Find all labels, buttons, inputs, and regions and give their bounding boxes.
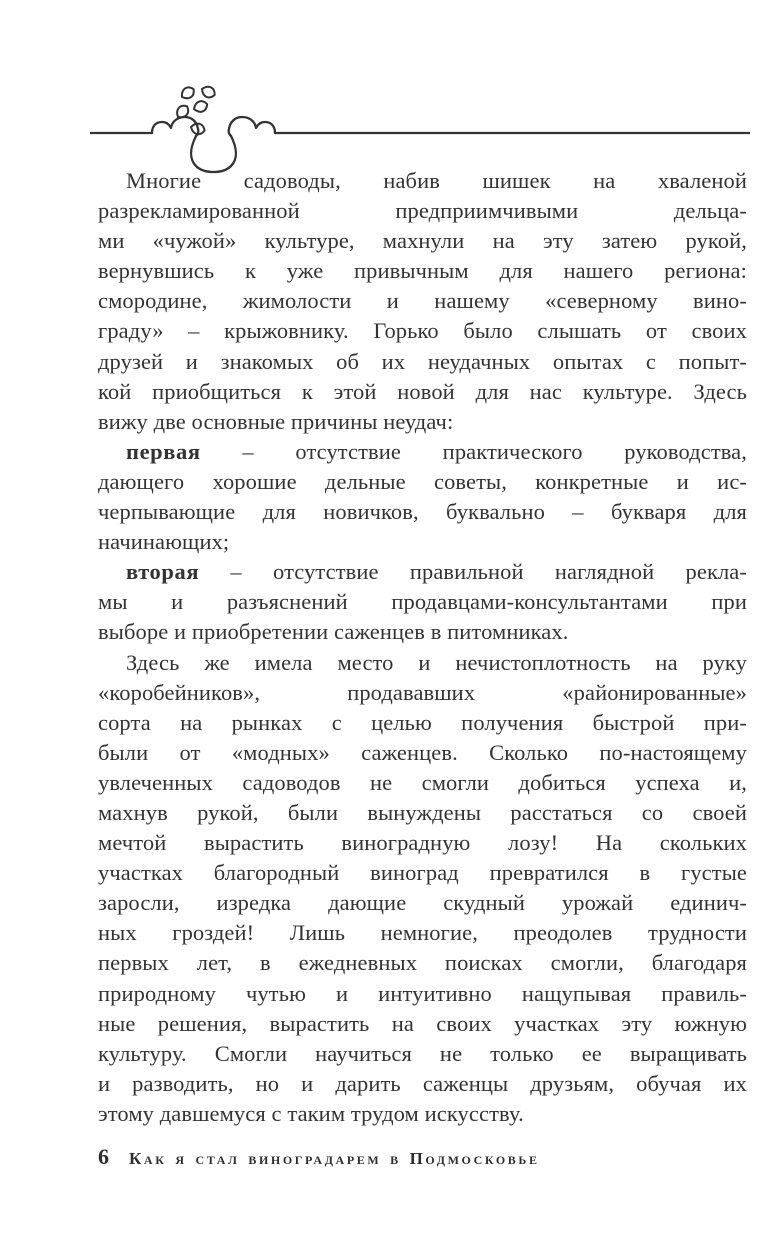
text-line: «коробейников», продававших «районированные» <box>98 679 747 705</box>
text-line: первая – отсутствие практического руководства, <box>126 438 747 464</box>
text-line: Здесь же имела место и нечистоплотность на руку <box>126 649 747 675</box>
text-line: участках благородный виноград превратился в густые <box>98 860 747 886</box>
text-line: кой приобщиться к этой новой для нас культуре. Здесь <box>98 378 747 404</box>
text-line: этому давшемуся с таким трудом искусству. <box>98 1100 524 1126</box>
text-line: смородине, жимолости и нашему «северному вино- <box>98 288 747 314</box>
text-line: граду» – крыжовнику. Горько было слышать от своих <box>98 318 747 344</box>
bold-lead-word: вторая <box>126 559 200 585</box>
text-line: были от «модных» саженцев. Сколько по-настоящему <box>98 739 747 765</box>
text-line: и разводить, но и дарить саженцы друзьям, обучая их <box>98 1070 747 1096</box>
running-title: Как я стал виноградарем в Подмосковье <box>129 1149 540 1168</box>
text-line: мы и разъяснений продавцами-консультантами при <box>98 589 747 615</box>
cup-with-falling-leaves-icon <box>90 85 750 177</box>
text-line: вторая – отсутствие правильной наглядной рекла- <box>126 559 747 585</box>
text-line: начинающих; <box>98 529 230 555</box>
text-line: черпывающие для новичков, буквально – букваря для <box>98 499 747 525</box>
text-line: мечтой вырастить виноградную лозу! На скольких <box>98 830 747 856</box>
text-line: Многие садоводы, набив шишек на хваленой <box>126 168 747 193</box>
text-line: сорта на рынках с целью получения быстрой при- <box>98 709 747 735</box>
text-line: культуру. Смогли научиться не только ее выращивать <box>98 1040 747 1066</box>
text-line: выборе и приобретении саженцев в питомниках. <box>98 619 569 645</box>
text-line: первых лет, в ежедневных поисках смогли, благодаря <box>98 950 747 976</box>
text-line: дающего хорошие дельные советы, конкретные и ис- <box>98 468 747 494</box>
text-line: разрекламированной предприимчивыми дельца- <box>98 198 747 224</box>
text-line: ные решения, вырастить на своих участках эту южную <box>98 1010 747 1036</box>
text-line: ных гроздей! Лишь немногие, преодолев трудности <box>98 920 747 946</box>
body-text <box>98 166 747 1129</box>
text-line: заросли, изредка дающие скудный урожай единич- <box>98 890 747 916</box>
text-line: ми «чужой» культуре, махнули на эту затею рукой, <box>98 228 747 254</box>
text-line: вижу две основные причины неудач: <box>98 408 454 434</box>
text-line: природному чутью и интуитивно нащупывая правиль- <box>98 980 747 1006</box>
text-line: друзей и знакомых об их неудачных опытах с попыт- <box>98 348 747 374</box>
text-line: махнув рукой, были вынуждены расстаться со своей <box>98 799 747 825</box>
text-line: увлеченных садоводов не смогли добиться успеха и, <box>98 769 747 795</box>
bold-lead-word: первая <box>126 438 201 464</box>
page-footer <box>98 1144 747 1170</box>
text-line: вернувшись к уже привычным для нашего региона: <box>98 258 747 284</box>
page-number: 6 <box>98 1144 109 1169</box>
